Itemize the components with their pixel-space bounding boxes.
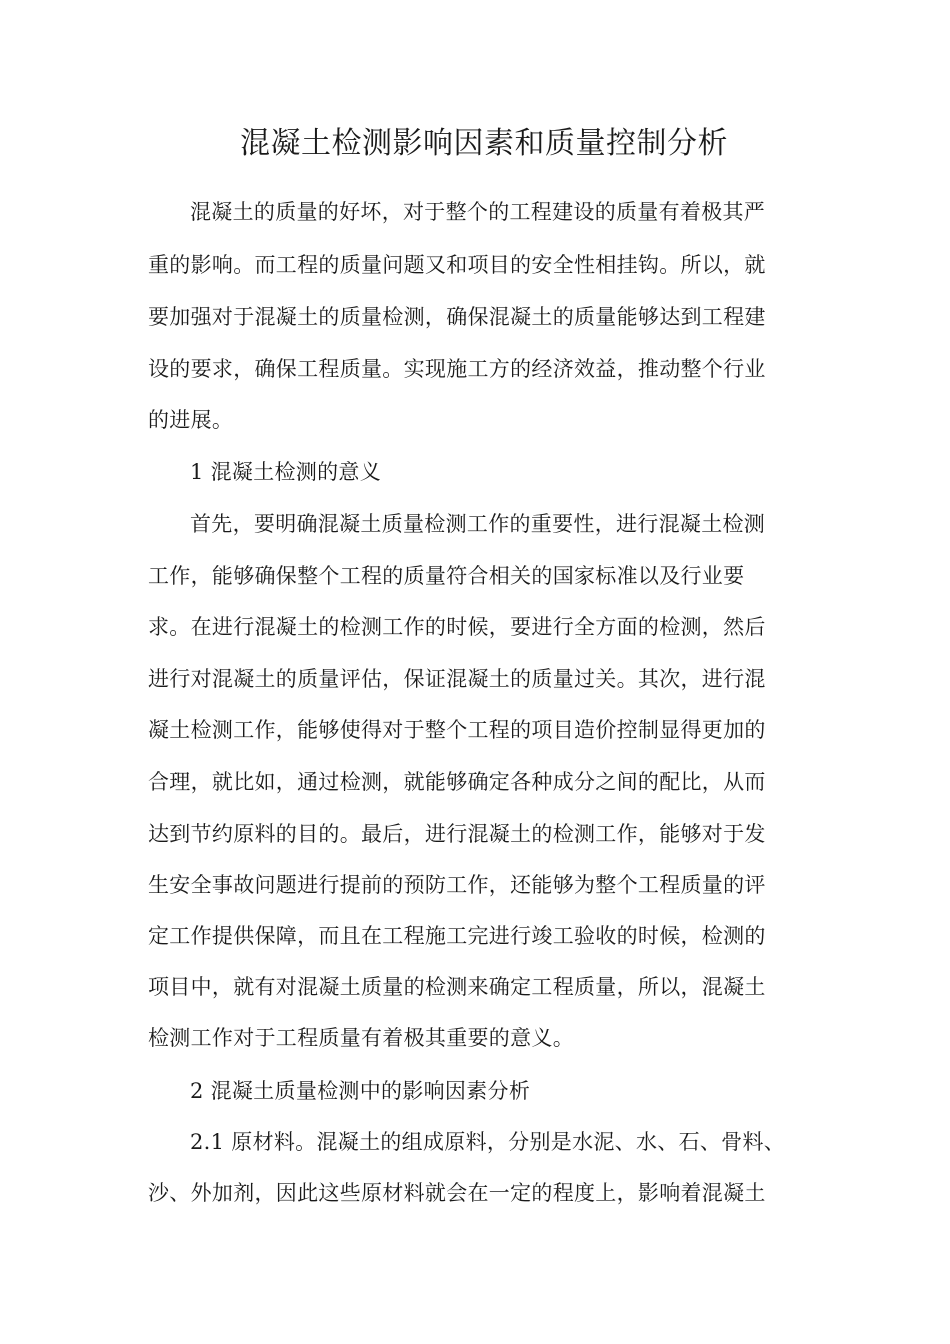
- paragraph-line: 求。在进行混凝土的检测工作的时候，要进行全方面的检测，然后: [148, 615, 766, 639]
- paragraph-line: 项目中，就有对混凝土质量的检测来确定工程质量，所以，混凝土: [148, 975, 766, 999]
- paragraph-line: 凝土检测工作，能够使得对于整个工程的项目造价控制显得更加的: [148, 718, 766, 742]
- paragraph-line: 重的影响。而工程的质量问题又和项目的安全性相挂钩。所以，就: [148, 253, 766, 277]
- paragraph-line: 设的要求，确保工程质量。实现施工方的经济效益，推动整个行业: [148, 357, 766, 381]
- paragraph-line: 生安全事故问题进行提前的预防工作，还能够为整个工程质量的评: [148, 873, 766, 897]
- paragraph-line: 首先，要明确混凝土质量检测工作的重要性，进行混凝土检测: [190, 512, 766, 536]
- paragraph-line: 定工作提供保障，而且在工程施工完进行竣工验收的时候，检测的: [148, 924, 766, 948]
- paragraph-line: 达到节约原料的目的。最后，进行混凝土的检测工作，能够对于发: [148, 822, 766, 846]
- paragraph-line: 工作，能够确保整个工程的质量符合相关的国家标准以及行业要: [148, 564, 745, 588]
- paragraph-line: 检测工作对于工程质量有着极其重要的意义。: [148, 1026, 574, 1050]
- section-heading: 1 混凝土检测的意义: [190, 460, 382, 484]
- paragraph-line: 合理，就比如，通过检测，就能够确定各种成分之间的配比，从而: [148, 770, 766, 794]
- paragraph-line: 混凝土的质量的好坏，对于整个的工程建设的质量有着极其严: [190, 200, 766, 224]
- paragraph-line: 进行对混凝土的质量评估，保证混凝土的质量过关。其次，进行混: [148, 667, 766, 691]
- paragraph-line: 要加强对于混凝土的质量检测，确保混凝土的质量能够达到工程建: [148, 305, 766, 329]
- paragraph-line: 2.1 原材料。混凝土的组成原料，分别是水泥、水、石、骨料、: [190, 1130, 786, 1154]
- paragraph-line: 的进展。: [148, 408, 234, 432]
- section-heading: 2 混凝土质量检测中的影响因素分析: [190, 1079, 531, 1103]
- paragraph-line: 沙、外加剂，因此这些原材料就会在一定的程度上，影响着混凝土: [148, 1181, 766, 1205]
- document-title: 混凝土检测影响因素和质量控制分析: [240, 126, 728, 161]
